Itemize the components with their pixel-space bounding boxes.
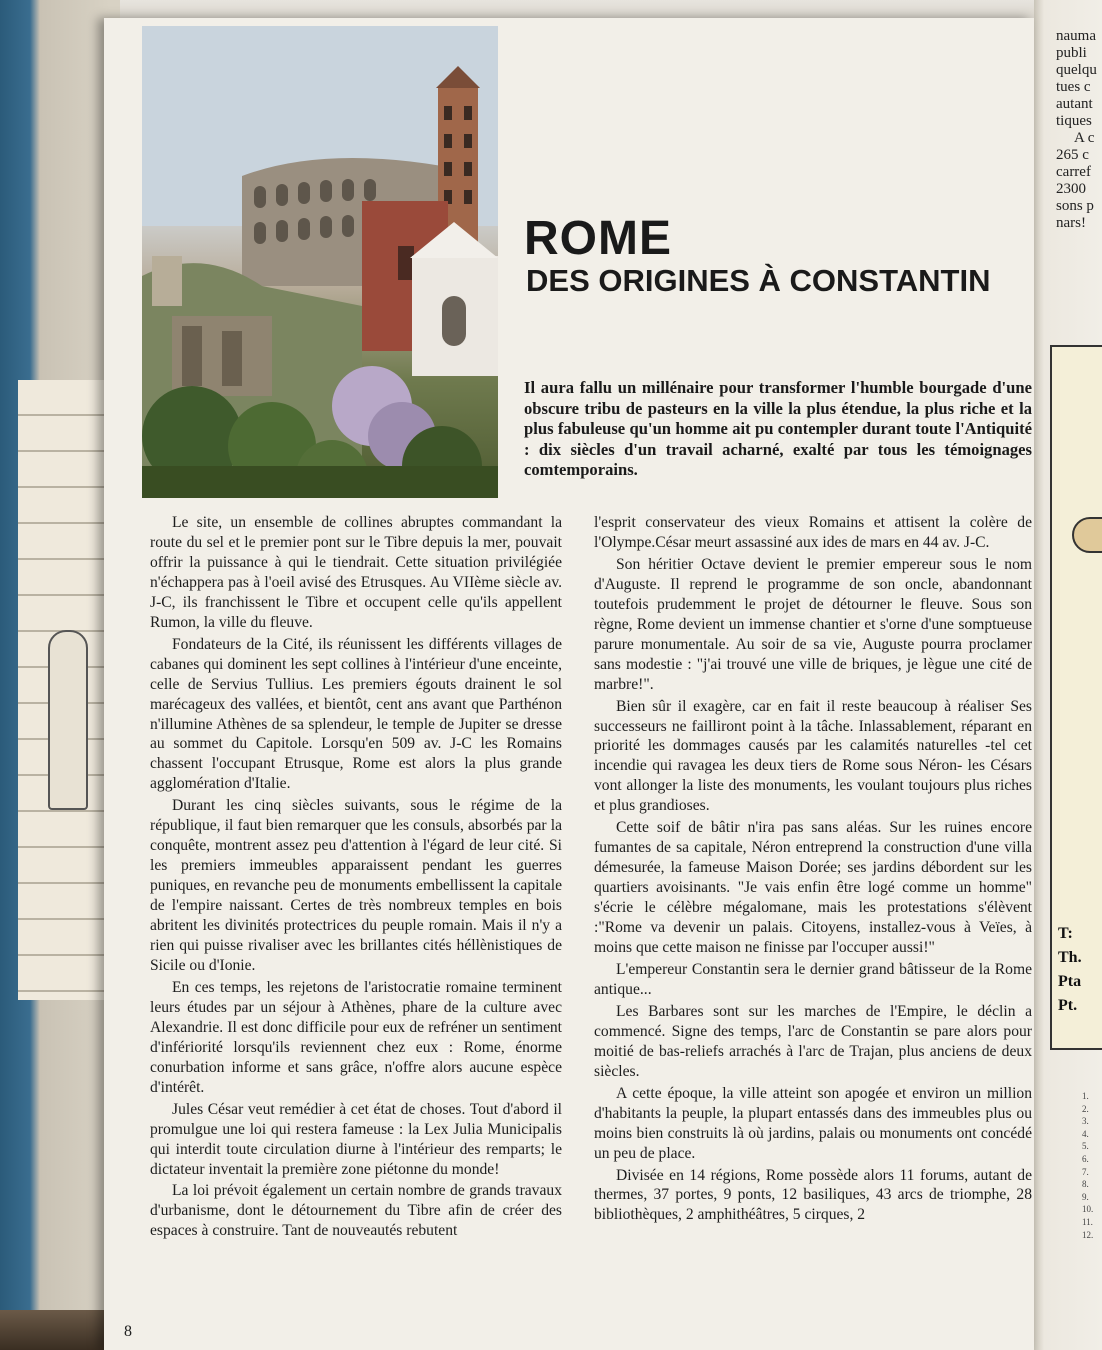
fragment-line: nars! xyxy=(1056,215,1086,231)
fragment-line: autant xyxy=(1056,96,1093,112)
list-number: 3. xyxy=(1082,1116,1089,1127)
background-illustration xyxy=(18,380,108,1000)
paragraph: Divisée en 14 régions, Rome possède alors 11 forums, autant de thermes, 37 portes, 9 ponts, 12 basiliques, 43 arcs de triomphe, 28 bibliothèques, 2 amphithéâtres, 5 cirques, 2 xyxy=(594,1166,1032,1224)
fragment-line: quelqu xyxy=(1056,62,1097,78)
paragraph: Le site, un ensemble de collines abruptes commandant la route du sel et le premier pont sur le Tibre depuis la mer, pouvait offrir la puissance à qui le tiendrait. Cette situation privilégiée n'échappera pas à l'oeil avisé des Etrusques. Au VIIème siècle av. J-C, ils franchissent le Tibre et occupent celle qu'ils appellent Rumon, la ville du fleuve. xyxy=(150,514,562,631)
circus-shape xyxy=(1072,517,1102,553)
list-number: 2. xyxy=(1082,1103,1089,1114)
fragment-line: nauma xyxy=(1056,28,1096,44)
fragment-line: tues c xyxy=(1056,79,1091,95)
background-left-book xyxy=(0,0,120,1350)
photo-illustration xyxy=(142,26,498,498)
list-number: 12. xyxy=(1082,1229,1094,1240)
paragraph: Durant les cinq siècles suivants, sous le régime de la république, il faut bien remarquer que les consuls, absorbés par la conquête, montrent assez peu d'attention à l'égard de leur cité. Si les premiers immeubles apparaissent pendant les guerres puniques, en revanche peu de monuments embellissent la capitale de l'empire naissant. Certes de très nombreux temples en bois abritent les divinités protectrices du peuple romain. Mais il n'y a rien qui puisse rivaliser avec les brillantes cités héllènistiques de Sicile ou d'Ionie. xyxy=(150,797,562,974)
list-number: 6. xyxy=(1082,1153,1089,1164)
list-number: 5. xyxy=(1082,1141,1089,1152)
list-number: 4. xyxy=(1082,1128,1089,1139)
rome-forum-photo xyxy=(142,26,498,498)
fragment-line: publi xyxy=(1056,45,1087,61)
adjacent-page xyxy=(1034,0,1102,1350)
article-subtitle: DES ORIGINES À CONSTANTIN xyxy=(526,263,991,298)
article-title-block xyxy=(524,214,990,298)
list-number: 9. xyxy=(1082,1191,1089,1202)
fragment-line: 2300 xyxy=(1056,181,1086,197)
list-number: 11. xyxy=(1082,1216,1093,1227)
legend-item: T: xyxy=(1058,925,1073,942)
article-intro: Il aura fallu un millénaire pour transformer l'humble bourgade d'une obscure tribu de pasteurs en la ville la plus étendue, la plus riche et la plus fabuleuse qu'un homme ait pu contempler durant toute l'Antiquité : dix siècles d'un travail acharné, exalté par tous les témoignages comtemporains. xyxy=(524,378,1032,480)
paragraph: Fondateurs de la Cité, ils réunissent les différents villages de cabanes qui dominent les sept collines à l'intérieur d'une enceinte, celle de Servius Tullius. Les premiers égouts drainent le sol marécageux des vallées, et bientôt, cent ans avant que Parthénon n'illumine Athènes de sa splendeur, le temple de Jupiter se dresse au sommet du Capitole. Lorsqu'en 509 av. J-C les Romains chassent l'occupant Etrusque, Rome est alors la plus grande agglomération d'Italie. xyxy=(150,635,562,793)
list-number: 7. xyxy=(1082,1166,1089,1177)
article-title: ROME xyxy=(524,212,672,265)
adjacent-map xyxy=(1050,345,1102,1050)
map-legend xyxy=(1058,922,1082,1018)
fragment-line: sons p xyxy=(1056,198,1094,214)
adjacent-text-fragments xyxy=(1056,28,1102,232)
fragment-line: carref xyxy=(1056,164,1091,180)
paragraph: Jules César veut remédier à cet état de choses. Tout d'abord il promulgue une loi qui restera fameuse : la Lex Julia Municipalis qui interdit toute circulation diurne à l'intérieur des remparts; le dictateur inventait la première zone piétonne du monde! xyxy=(150,1100,562,1178)
paragraph: Son héritier Octave devient le premier empereur sous le nom d'Auguste. Il reprend le programme de son oncle, abandonnant toutefois prudemment le projet de détourner le fleuve. Sous son règne, Rome devient un immense chantier et s'orne d'une somptueuse parure monumentale. Au soir de sa vie, Auguste pourra proclamer sans modestie : "j'ai trouvé une ville de briques, je lègue une cité de marbre!". xyxy=(594,555,1032,693)
statue-figure xyxy=(48,630,88,810)
page-number: 8 xyxy=(124,1323,132,1340)
paragraph: Les Barbares sont sur les marches de l'Empire, le déclin a commencé. Signe des temps, l'arc de Constantin se pare alors pour moitié de bas-reliefs arrachés à l'arc de Trajan, plus anciens de deux siècles. xyxy=(594,1002,1032,1080)
fragment-line: 265 c xyxy=(1056,147,1089,163)
fragment-line: tiques xyxy=(1056,113,1092,129)
legend-item: Pta xyxy=(1058,973,1082,990)
paragraph: A cette époque, la ville atteint son apogée et environ un million d'habitants la peuple, la plupart entassés dans des immeubles plus ou moins bien construits là où jardins, palais ou monuments ont concédé un peu de place. xyxy=(594,1084,1032,1162)
paragraph-continued: l'esprit conservateur des vieux Romains et attisent la colère de l'Olympe.César meurt assassiné aux ides de mars en 44 av. J-C. xyxy=(594,514,1032,551)
paragraph: Bien sûr il exagère, car en fait il reste beaucoup à réaliser Ses successeurs ne failliront point à la tâche. Inlassablement, réparant en priorité les dommages causés par les calamités naturelles -tel cet incendie qui ravagea les deux tiers de Rome sous Néron- les Césars vont allonger la liste des monuments, les voulant toujours plus riches et plus grandioses. xyxy=(594,697,1032,815)
paragraph: En ces temps, les rejetons de l'aristocratie romaine terminent leurs études par un séjour à Athènes, phare de la culture avec Alexandrie. Il est donc difficile pour eux de refréner un sentiment d'infériorité lorsqu'ils reviennent chez eux : Rome, énorme conurbation informe et sans grâce, n'offre alors aucune espèce d'intérêt. xyxy=(150,978,562,1096)
paragraph: Cette soif de bâtir n'ira pas sans aléas. Sur les ruines encore fumantes de sa capitale, Néron entreprend la construction d'une villa démesurée, la fameuse Maison Dorée; ses jardins débordent sur les quartiers avoisinants. "Je vais enfin être logé comme un homme" s'écrie le célèbre mégalomane, mais les protestations s'élèvent :"Rome va devenir un palais. Citoyens, installez-vous à Veïes, à moins que cette maison ne finisse par l'occuper aussi!" xyxy=(594,819,1032,957)
legend-item: Pt. xyxy=(1058,997,1078,1014)
paragraph: La loi prévoit également un certain nombre de grands travaux d'urbanisme, dont le détournement du Tibre afin de créer des espaces à construire. Tant de nouveautés rebutent xyxy=(150,1182,562,1240)
list-number: 1. xyxy=(1082,1091,1089,1101)
paragraph: L'empereur Constantin sera le dernier grand bâtisseur de la Rome antique... xyxy=(594,960,1032,998)
list-number: 10. xyxy=(1082,1204,1094,1215)
fragment-line: A c xyxy=(1074,130,1095,146)
legend-item: Th. xyxy=(1058,949,1082,966)
list-number: 8. xyxy=(1082,1179,1089,1190)
adjacent-numbered-list xyxy=(1082,1090,1093,1241)
magazine-page xyxy=(104,18,1034,1350)
article-column-right xyxy=(594,513,1032,1227)
article-column-left xyxy=(150,513,562,1243)
